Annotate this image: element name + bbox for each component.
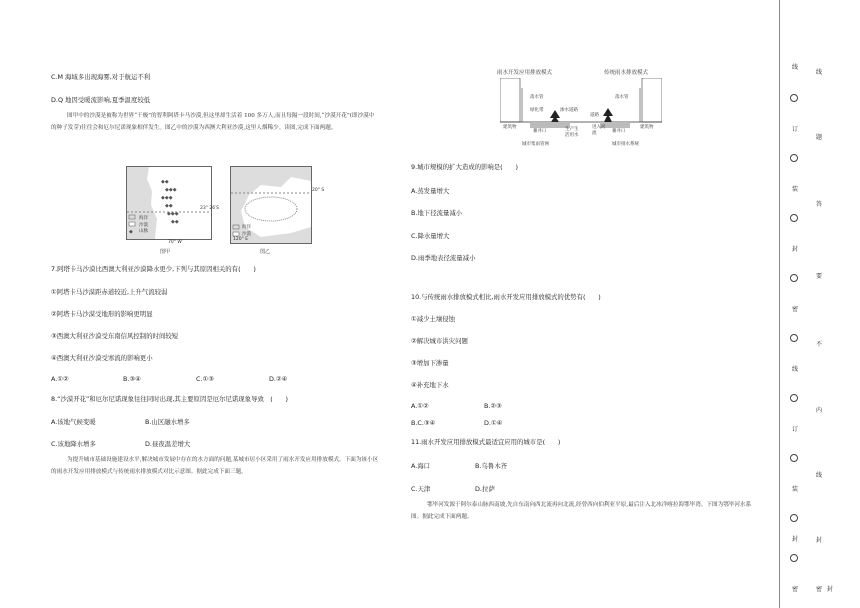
diagram-title-left: 雨水开发应用排放模式 [497,70,553,76]
binding-hole-7 [790,454,798,462]
binding-hole-6 [790,394,798,402]
q9-opt-c: C.降水量增大 [411,232,450,240]
fig2-caption: 图乙 [260,249,271,255]
q7-opt-b: B.③④ [123,375,141,383]
q9-opt-b: B.地下径流量减小 [411,209,463,217]
binding-side-char-1: 线 [791,64,798,71]
question-8: 8.“沙漠开花”和厄尔尼诺现象往往同时出现,其主要原因是厄尔尼诺现象导致 ( ) [51,395,289,403]
q7-opt-c: C.①③ [196,375,214,383]
figure-jia [126,166,212,240]
legend-ocean: 海洋 [139,216,148,221]
q8-opt-a: A.该地气候变暖 [51,418,96,426]
diagram-title-right: 传统雨水排放模式 [604,70,649,76]
binding-side-char-2: 订 [791,126,798,133]
fig1-caption: 图甲 [160,249,171,255]
svg-text:◆◆◆: ◆◆◆ [165,187,177,193]
legend2-ocean: 海洋 [242,225,251,230]
diagram-label-5: 蓄井口 [533,129,547,134]
svg-text:◆◆◆: ◆◆◆ [161,195,173,201]
q10-opt-d: D.①④ [484,419,503,427]
question-11: 11.雨水开发应用排放模式最适宜应用的城市是( ) [411,438,561,446]
q7-item-3: ③西澳大利亚沙漠受东南信风控制的时间较短 [51,332,179,340]
q10-opt-c: B.C.③④ [411,419,436,427]
fig2-lon: 120° E [233,237,249,242]
svg-text:◆: ◆ [129,229,133,235]
question-7: 7.阿塔卡马沙漠比西澳大利亚沙漠降水更少,下列与其原因相关的有( ) [51,265,256,273]
fig1-lon: 70° W [168,240,182,245]
legend-desert: 沙漠 [139,223,148,228]
binding-char-6: 内 [815,407,822,414]
diagram-caption-right: 城市排水系统 [612,142,639,147]
q7-opt-a: A.①② [51,375,69,383]
q7-opt-d: D.②④ [269,375,288,383]
diagram-label-1: 落水管 [530,95,544,100]
diagram-label-2: 绿化带 [530,108,544,113]
question-10: 10.与传统雨水排放模式相比,雨水开发应用排放模式的优势有( ) [411,293,601,301]
passage-desert: 图甲中的沙漠是被称为世界“干极”的智利阿塔卡马沙漠,但这里却生活着 100 多万人,而且每隔一段时间,“沙漠开花”(即沙漠中的种子发芽)往往会和厄尔尼诺现象相伴发生。图乙中的沙漠为西澳大利亚沙漠,这里人烟稀少。读图,完成下面两题。 [51,113,375,131]
binding-hole-2 [790,154,798,162]
binding-hole-1 [790,94,798,102]
binding-side-char-3: 装 [791,186,798,193]
q11-opt-c: C.天津 [411,485,431,493]
desert-hatch [161,179,179,225]
binding-char-5: 不 [815,341,822,348]
svg-text:◆◆: ◆◆ [171,219,179,225]
svg-text:◆◆: ◆◆ [165,203,173,209]
q10-opt-b: B.②③ [484,402,502,410]
binding-side-char-8: 装 [791,486,798,493]
q10-item-1: ①减少土壤侵蚀 [411,315,456,323]
binding-side-char-10: 密 [791,586,798,593]
diagram-label-3: 渗水道路 [560,108,578,113]
option-d: D.Q 地因受暖流影响,夏季温度较低 [51,96,151,104]
binding-hole-5 [790,334,798,342]
binding-char-7: 线 [815,472,822,479]
q11-opt-b: B.乌鲁木齐 [475,462,507,470]
diagram-label-4: 建筑物 [503,125,517,130]
q8-opt-b: B.山区融水增多 [145,418,190,426]
question-9: 9.城市规模的扩大造成的影响是( ) [411,163,518,171]
legend2-desert: 沙漠 [242,232,251,237]
q10-opt-a: A.①② [411,402,429,410]
q10-item-3: ③增加下渗量 [411,359,449,367]
fig2-lat: 20° S [312,188,325,193]
q8-opt-c: C.该地降水增多 [51,440,96,448]
passage-ob-river: 鄂毕河发源于阿尔泰山脉西南坡,先自东南向西北流再向北流,经曾西向伯利亚平原,最后注入北冰洋喀拉海鄂毕湾。下图为鄂毕河水系图。据此完成下面两题。 [411,502,752,520]
svg-text:◆◆: ◆◆ [161,179,169,185]
binding-char-1: 线 [815,69,822,76]
passage-rainwater: 为提升城市基础设施建设水平,解决城市发展中存在的水方面的问题,某城市居小区采用了雨水开发应用排放模式。下面为该小区的雨水开发应用排放模式与传统雨水排放模式对比示意图。据此完成下面三题。 [51,457,379,475]
q9-opt-d: D.雨季地表径流量减小 [411,254,476,262]
q9-opt-a: A.蒸发量增大 [411,187,450,195]
binding-char-3: 答 [815,201,822,208]
binding-side-char-4: 封 [791,246,798,253]
q7-item-1: ①阿塔卡马沙漠距赤道较近,上升气流较弱 [51,288,168,296]
q7-item-2: ②阿塔卡马沙漠受地形的影响更明显 [51,310,153,318]
binding-line [779,0,780,608]
binding-col-char-1: 密 [815,586,822,593]
binding-char-2: 题 [815,134,822,141]
q11-opt-d: D.拉萨 [475,485,495,493]
q8-opt-d: D.昼夜温差增大 [145,440,191,448]
diagram-caption-left: 城市集雨管网 [522,142,549,147]
binding-side-char-5: 密 [791,306,798,313]
diagram-label-11: 道路 [590,113,599,118]
diagram-label-9: 建筑物 [640,125,654,130]
diagram-label-8: 落水管 [615,95,629,100]
binding-char-8: 封 [815,537,822,544]
fig1-lat: 23° 26′S [200,206,220,211]
diagram-label-6: 生产生活用水 [565,127,579,138]
q7-item-4: ④西澳大利亚沙漠受寒流的影响更小 [51,354,153,362]
q10-item-2: ②解决城市洪灾问题 [411,337,468,345]
binding-side-char-9: 封 [791,536,798,543]
diagram-label-7: 进入河流 [592,125,606,136]
legend-mountain: 山脉 [139,229,148,234]
binding-hole-9 [790,554,798,562]
binding-hole-8 [790,514,798,522]
option-c: C.M 海域多出现海雾,对于航运不利 [51,73,151,81]
diagram-label-10: 蓄井口 [612,129,626,134]
q10-item-4: ④补充地下水 [411,381,449,389]
binding-side-char-7: 订 [791,426,798,433]
binding-side-char-6: 线 [791,366,798,373]
svg-text:◆◆◆: ◆◆◆ [167,211,179,217]
q11-opt-a: A.海口 [411,462,431,470]
binding-hole-4 [790,274,798,282]
binding-col-char-2: 封 [826,586,833,593]
figure-yi [230,166,312,244]
binding-char-4: 要 [815,273,822,280]
binding-hole-3 [790,214,798,222]
